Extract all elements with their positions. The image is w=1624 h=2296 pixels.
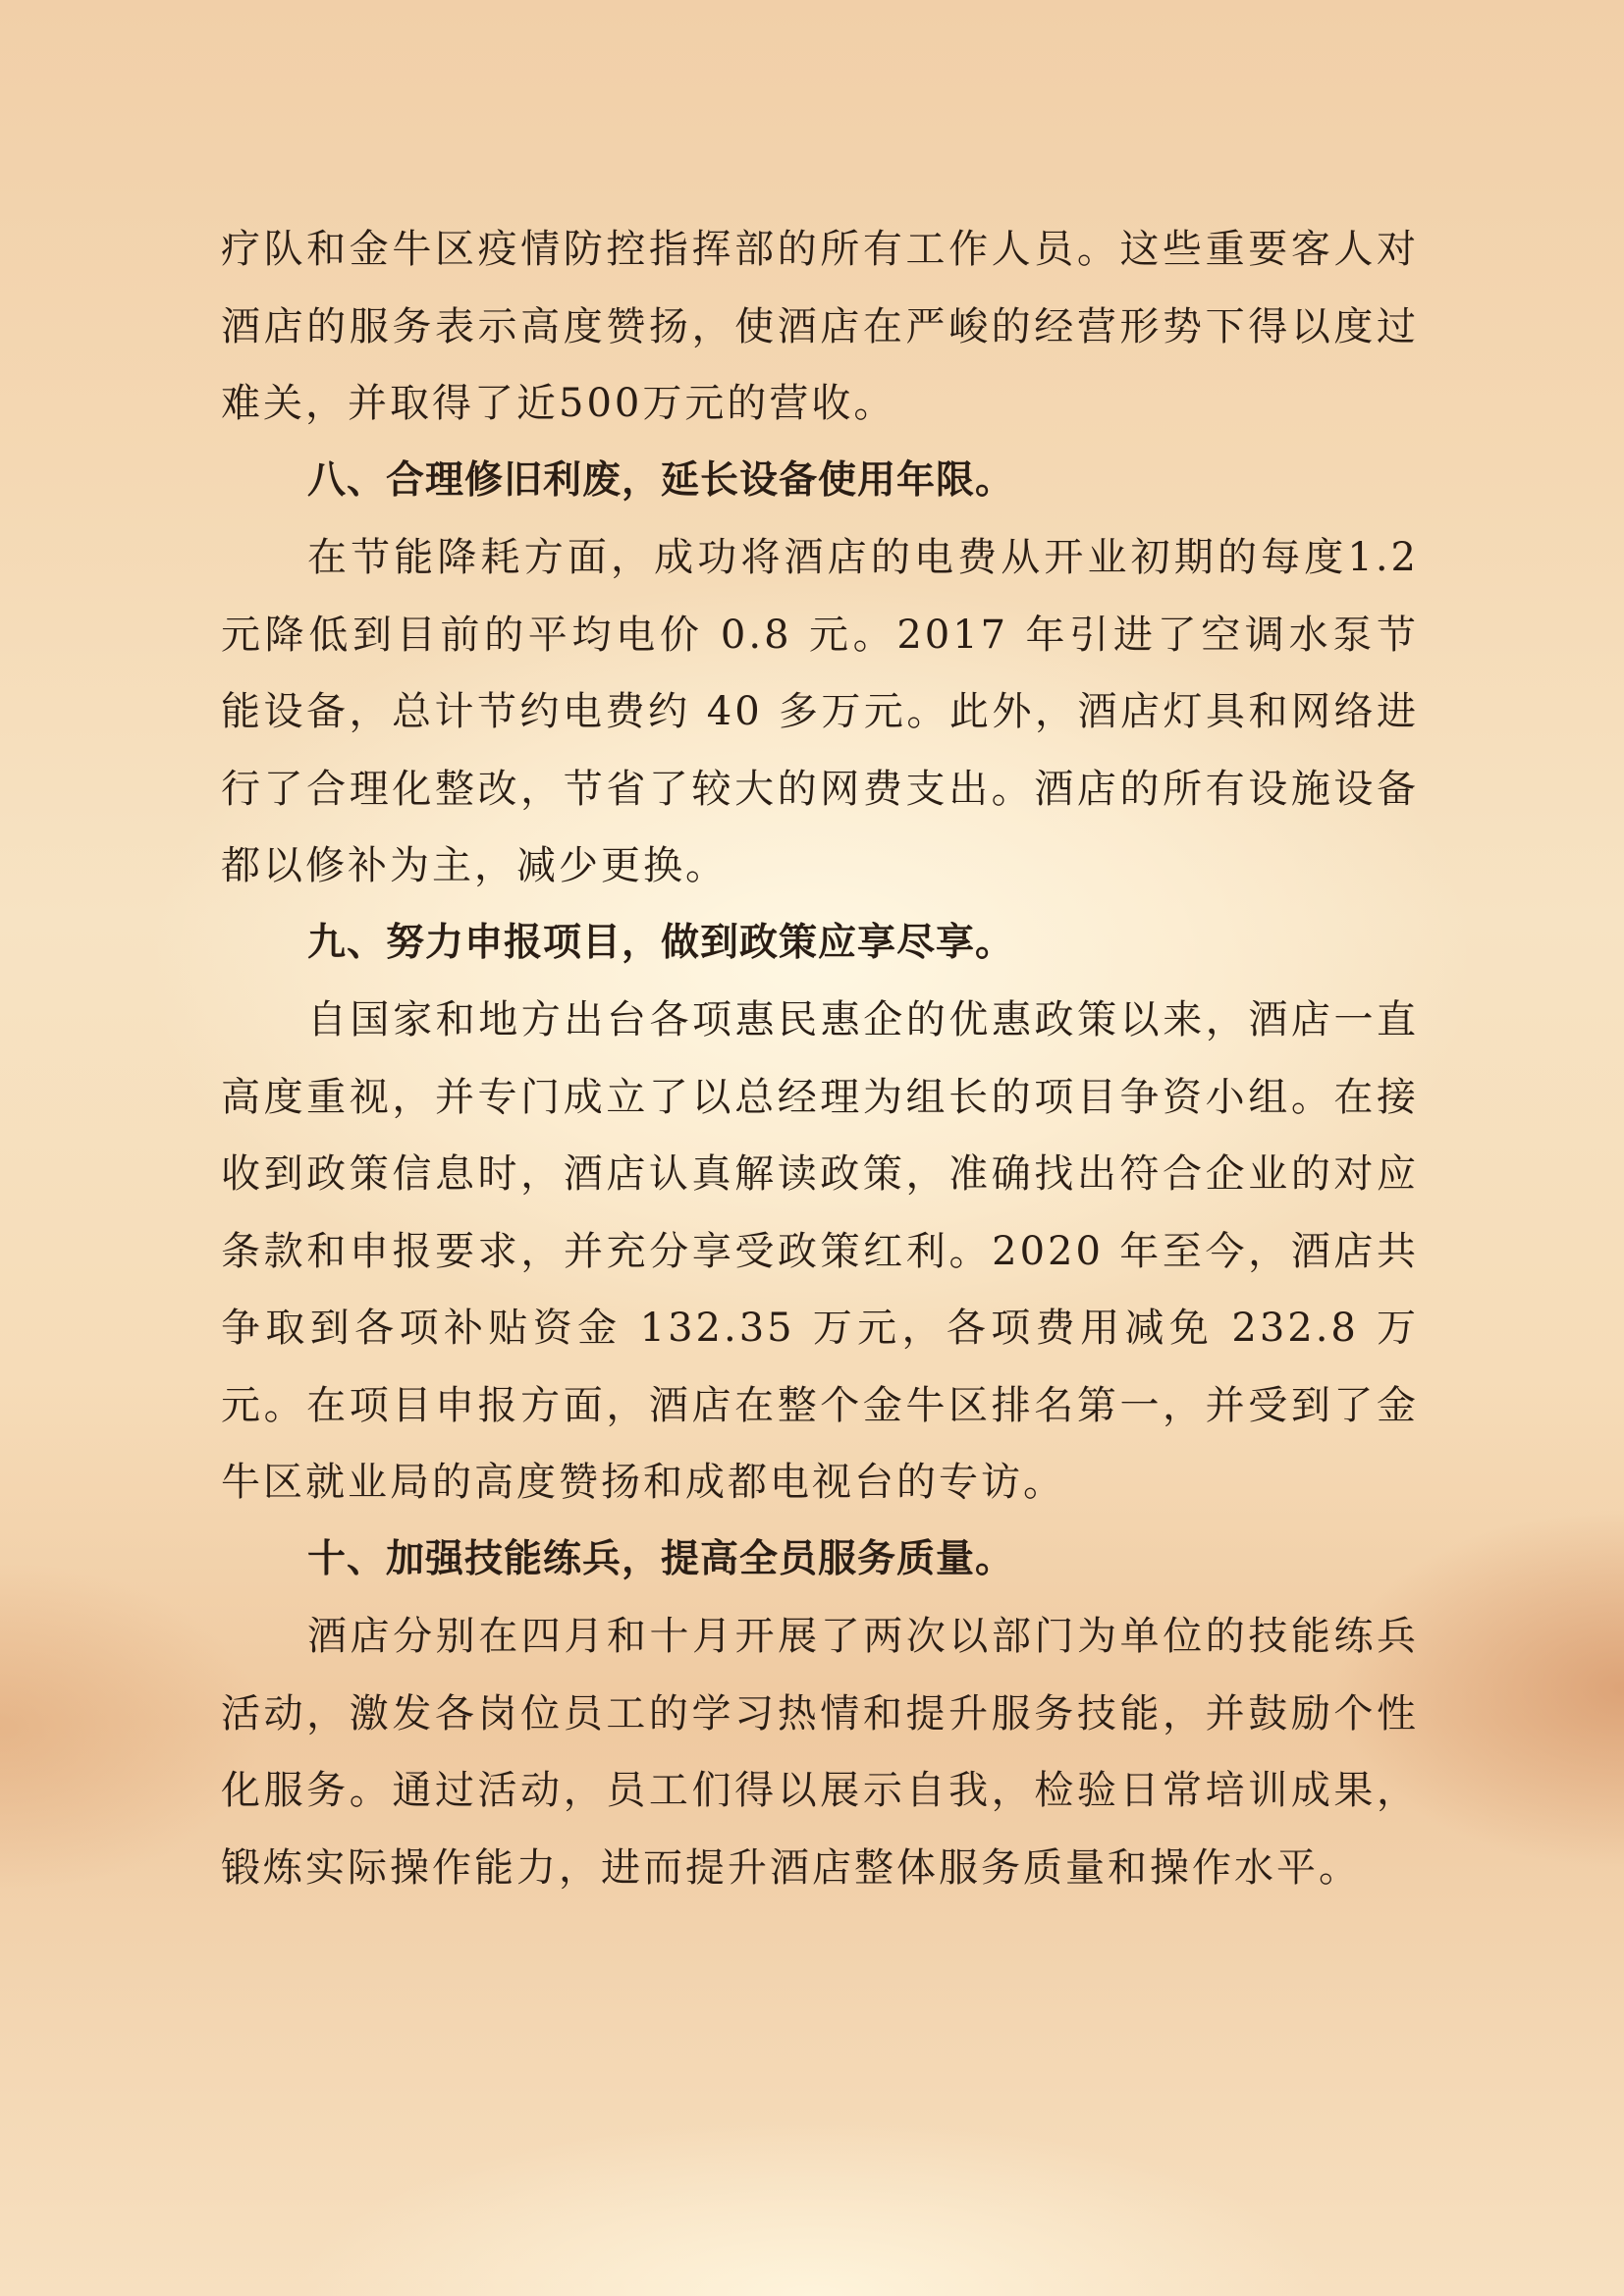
document-body <box>221 211 1419 1906</box>
section-10-heading: 十、加强技能练兵，提高全员服务质量。 <box>307 1536 1015 1581</box>
section-10-paragraph: 酒店分别在四月和十月开展了两次以部门为单位的技能练兵活动，激发各岗位员工的学习热情和提升服务技能，并鼓励个性化服务。通过活动，员工们得以展示自我，检验日常培训成果，锻炼实际操作能力，进而提升酒店整体服务质量和操作水平。 <box>221 1614 1419 1891</box>
section-9-paragraph: 自国家和地方出台各项惠民惠企的优惠政策以来，酒店一直高度重视，并专门成立了以总经理为组长的项目争资小组。在接收到政策信息时，酒店认真解读政策，准确找出符合企业的对应条款和申报要求，并充分享受政策红利。2020 年至今，酒店共争取到各项补贴资金 132.35 万元，各项费用减免 232.8 万元。在项目申报方面，酒店在整个金牛区排名第一，并受到了金牛区就业局的高度赞扬和成都电视台的专访。 <box>221 997 1419 1505</box>
section-9-heading: 九、努力申报项目，做到政策应享尽享。 <box>307 920 1015 965</box>
section-8-paragraph: 在节能降耗方面，成功将酒店的电费从开业初期的每度1.2 元降低到目前的平均电价 0.8 元。2017 年引进了空调水泵节能设备，总计节约电费约 40 多万元。此外，酒店灯具和网络进行了合理化整改，节省了较大的网费支出。酒店的所有设施设备都以修补为主，减少更换。 <box>221 535 1419 888</box>
section-8-heading: 八、合理修旧利废，延长设备使用年限。 <box>307 457 1015 503</box>
paragraph-continuation: 疗队和金牛区疫情防控指挥部的所有工作人员。这些重要客人对酒店的服务表示高度赞扬，使酒店在严峻的经营形势下得以度过难关，并取得了近500万元的营收。 <box>221 227 1419 426</box>
